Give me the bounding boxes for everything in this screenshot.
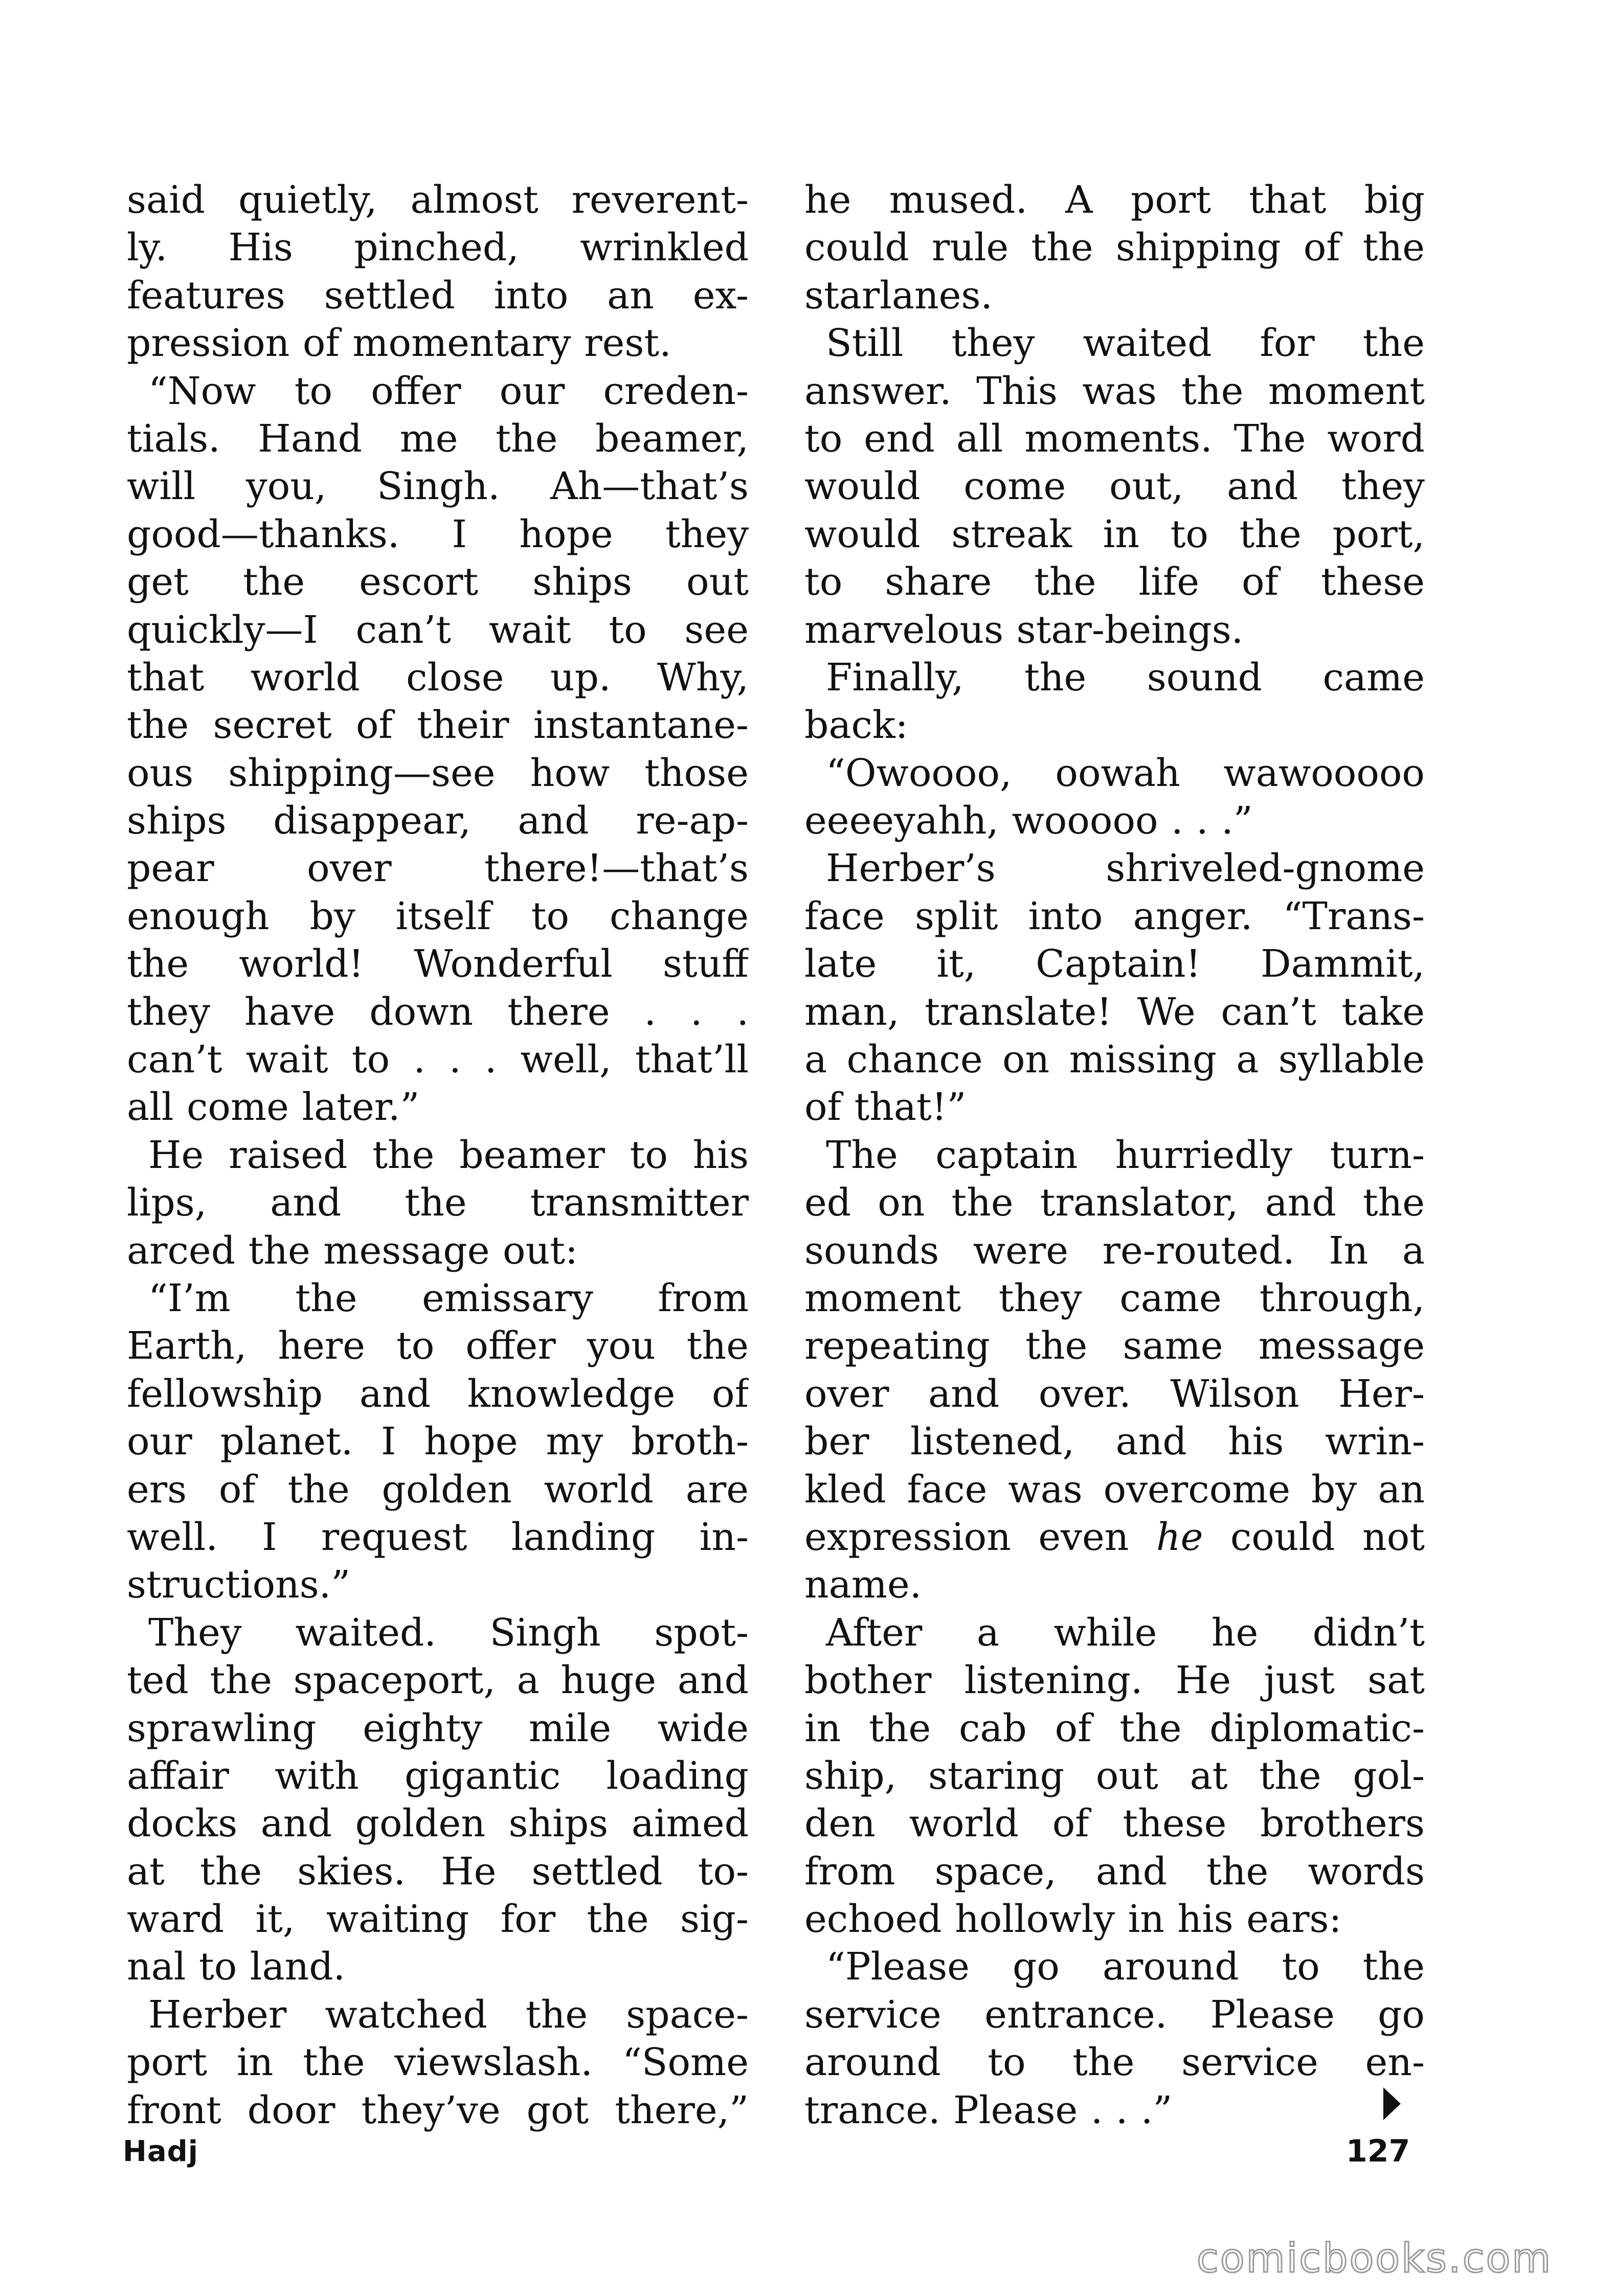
text-line: “I’m the emissary from [148,1276,749,1320]
text-line: over and over. Wilson Her- [804,1371,1425,1416]
text-line: can’t wait to . . . well, that’ll [127,1038,749,1082]
text-line: from space, and the words [804,1849,1425,1894]
text-line: After a while he didn’t [826,1610,1425,1655]
text-line: back: [804,703,908,748]
text-line: He raised the beamer to his [148,1133,749,1177]
text-line: fellowship and knowledge of [127,1371,749,1416]
text-line: the secret of their instantane- [127,703,749,748]
text-line: they have down there . . . [127,989,749,1034]
text-line: man, translate! We can’t take [804,989,1425,1034]
text-line: ed on the translator, and the [804,1181,1425,1225]
right-text-column [804,176,1425,2134]
text-line: to share the life of these [804,560,1425,604]
text-line: ous shipping—see how those [127,751,749,795]
text-line: marvelous star-beings. [804,607,1244,652]
text-line: ber listened, and his wrin- [804,1420,1425,1464]
text-line: moment they came through, [804,1276,1425,1320]
text-line: Finally, the sound came [826,655,1425,700]
text-line: affair with gigantic loading [127,1753,749,1798]
text-line: he mused. A port that big [804,178,1425,222]
text-line: port in the viewslash. “Some [127,2040,749,2085]
text-line: name. [804,1563,922,1607]
text-line: eeeeyahh, wooooo . . .” [804,799,1253,843]
watermark: comicbooks.com [1197,2236,1553,2282]
text-line: “Now to offer our creden- [148,369,749,413]
text-line: starlanes. [804,273,993,318]
text-line: a chance on missing a syllable [804,1038,1425,1082]
text-line: Herber’s shriveled-gnome [826,846,1425,891]
text-line: echoed hollowly in his ears: [804,1897,1342,1942]
text-line: features settled into an ex- [127,273,749,318]
text-line: good—thanks. I hope they [127,512,749,556]
text-line: pression of momentary rest. [127,321,671,366]
text-line: repeating the same message [804,1324,1425,1368]
text-line: ted the spaceport, a huge and [127,1658,749,1703]
text-line: would come out, and they [804,464,1425,509]
text-line: nal to land. [127,1945,346,1989]
left-text-column [127,176,749,2134]
text-line: service entrance. Please go [804,1992,1425,2037]
text-line: will you, Singh. Ah—that’s [127,464,749,509]
text-line: late it, Captain! Dammit, [804,942,1425,986]
text-line: face split into anger. “Trans- [804,894,1425,938]
text-line: kled face was overcome by an [804,1467,1425,1512]
text-line: our planet. I hope my broth- [127,1420,749,1464]
text-line: bother listening. He just sat [804,1658,1425,1703]
text-line: “Please go around to the [826,1945,1425,1989]
text-line: enough by itself to change [127,894,749,938]
text-line: to end all moments. The word [804,416,1425,461]
text-line: would streak in to the port, [804,512,1425,556]
text-line: lips, and the transmitter [127,1181,749,1225]
text-line: well. I request landing in- [127,1515,749,1559]
text-line: docks and golden ships aimed [127,1802,749,1846]
text-line: ward it, waiting for the sig- [127,1897,749,1942]
text-line: “Owoooo, oowah wawooooo [826,751,1425,795]
page-number: 127 [1346,2133,1410,2169]
text-line: They waited. Singh spot- [148,1610,749,1655]
text-line: ers of the golden world are [127,1467,749,1512]
text-line: den world of these brothers [804,1802,1425,1846]
text-line: Herber watched the space- [148,1992,749,2037]
running-title: Hadj [123,2135,198,2168]
text-line: Still they waited for the [826,321,1425,366]
text-line: that world close up. Why, [127,655,749,700]
text-line: in the cab of the diplomatic- [804,1706,1425,1750]
continue-arrow-icon [1383,2087,1401,2120]
text-line: said quietly, almost reverent- [127,178,749,222]
text-line: could rule the shipping of the [804,226,1425,270]
text-line: ship, staring out at the gol- [804,1753,1425,1798]
text-line: sprawling eighty mile wide [127,1706,749,1750]
text-line: all come later.” [127,1085,420,1130]
text-line: expression even he could not [804,1515,1425,1559]
text-line: quickly—I can’t wait to see [127,607,749,652]
text-line: Earth, here to offer you the [127,1324,749,1368]
text-line: get the escort ships out [127,560,749,604]
text-line: The captain hurriedly turn- [826,1133,1425,1177]
text-line: around to the service en- [804,2040,1425,2085]
text-line: ships disappear, and re-ap- [127,799,749,843]
text-line: the world! Wonderful stuff [127,942,749,986]
text-line: of that!” [804,1085,967,1130]
text-line: pear over there!—that’s [127,846,749,891]
text-line: sounds were re-routed. In a [804,1228,1425,1273]
text-line: at the skies. He settled to- [127,1849,749,1894]
text-line: trance. Please . . .” [804,2088,1173,2132]
text-line: answer. This was the moment [804,369,1425,413]
text-line: structions.” [127,1563,351,1607]
text-line: arced the message out: [127,1228,578,1273]
text-line: ly. His pinched, wrinkled [127,226,749,270]
text-line: front door they’ve got there,” [127,2088,749,2132]
text-line: tials. Hand me the beamer, [127,416,749,461]
